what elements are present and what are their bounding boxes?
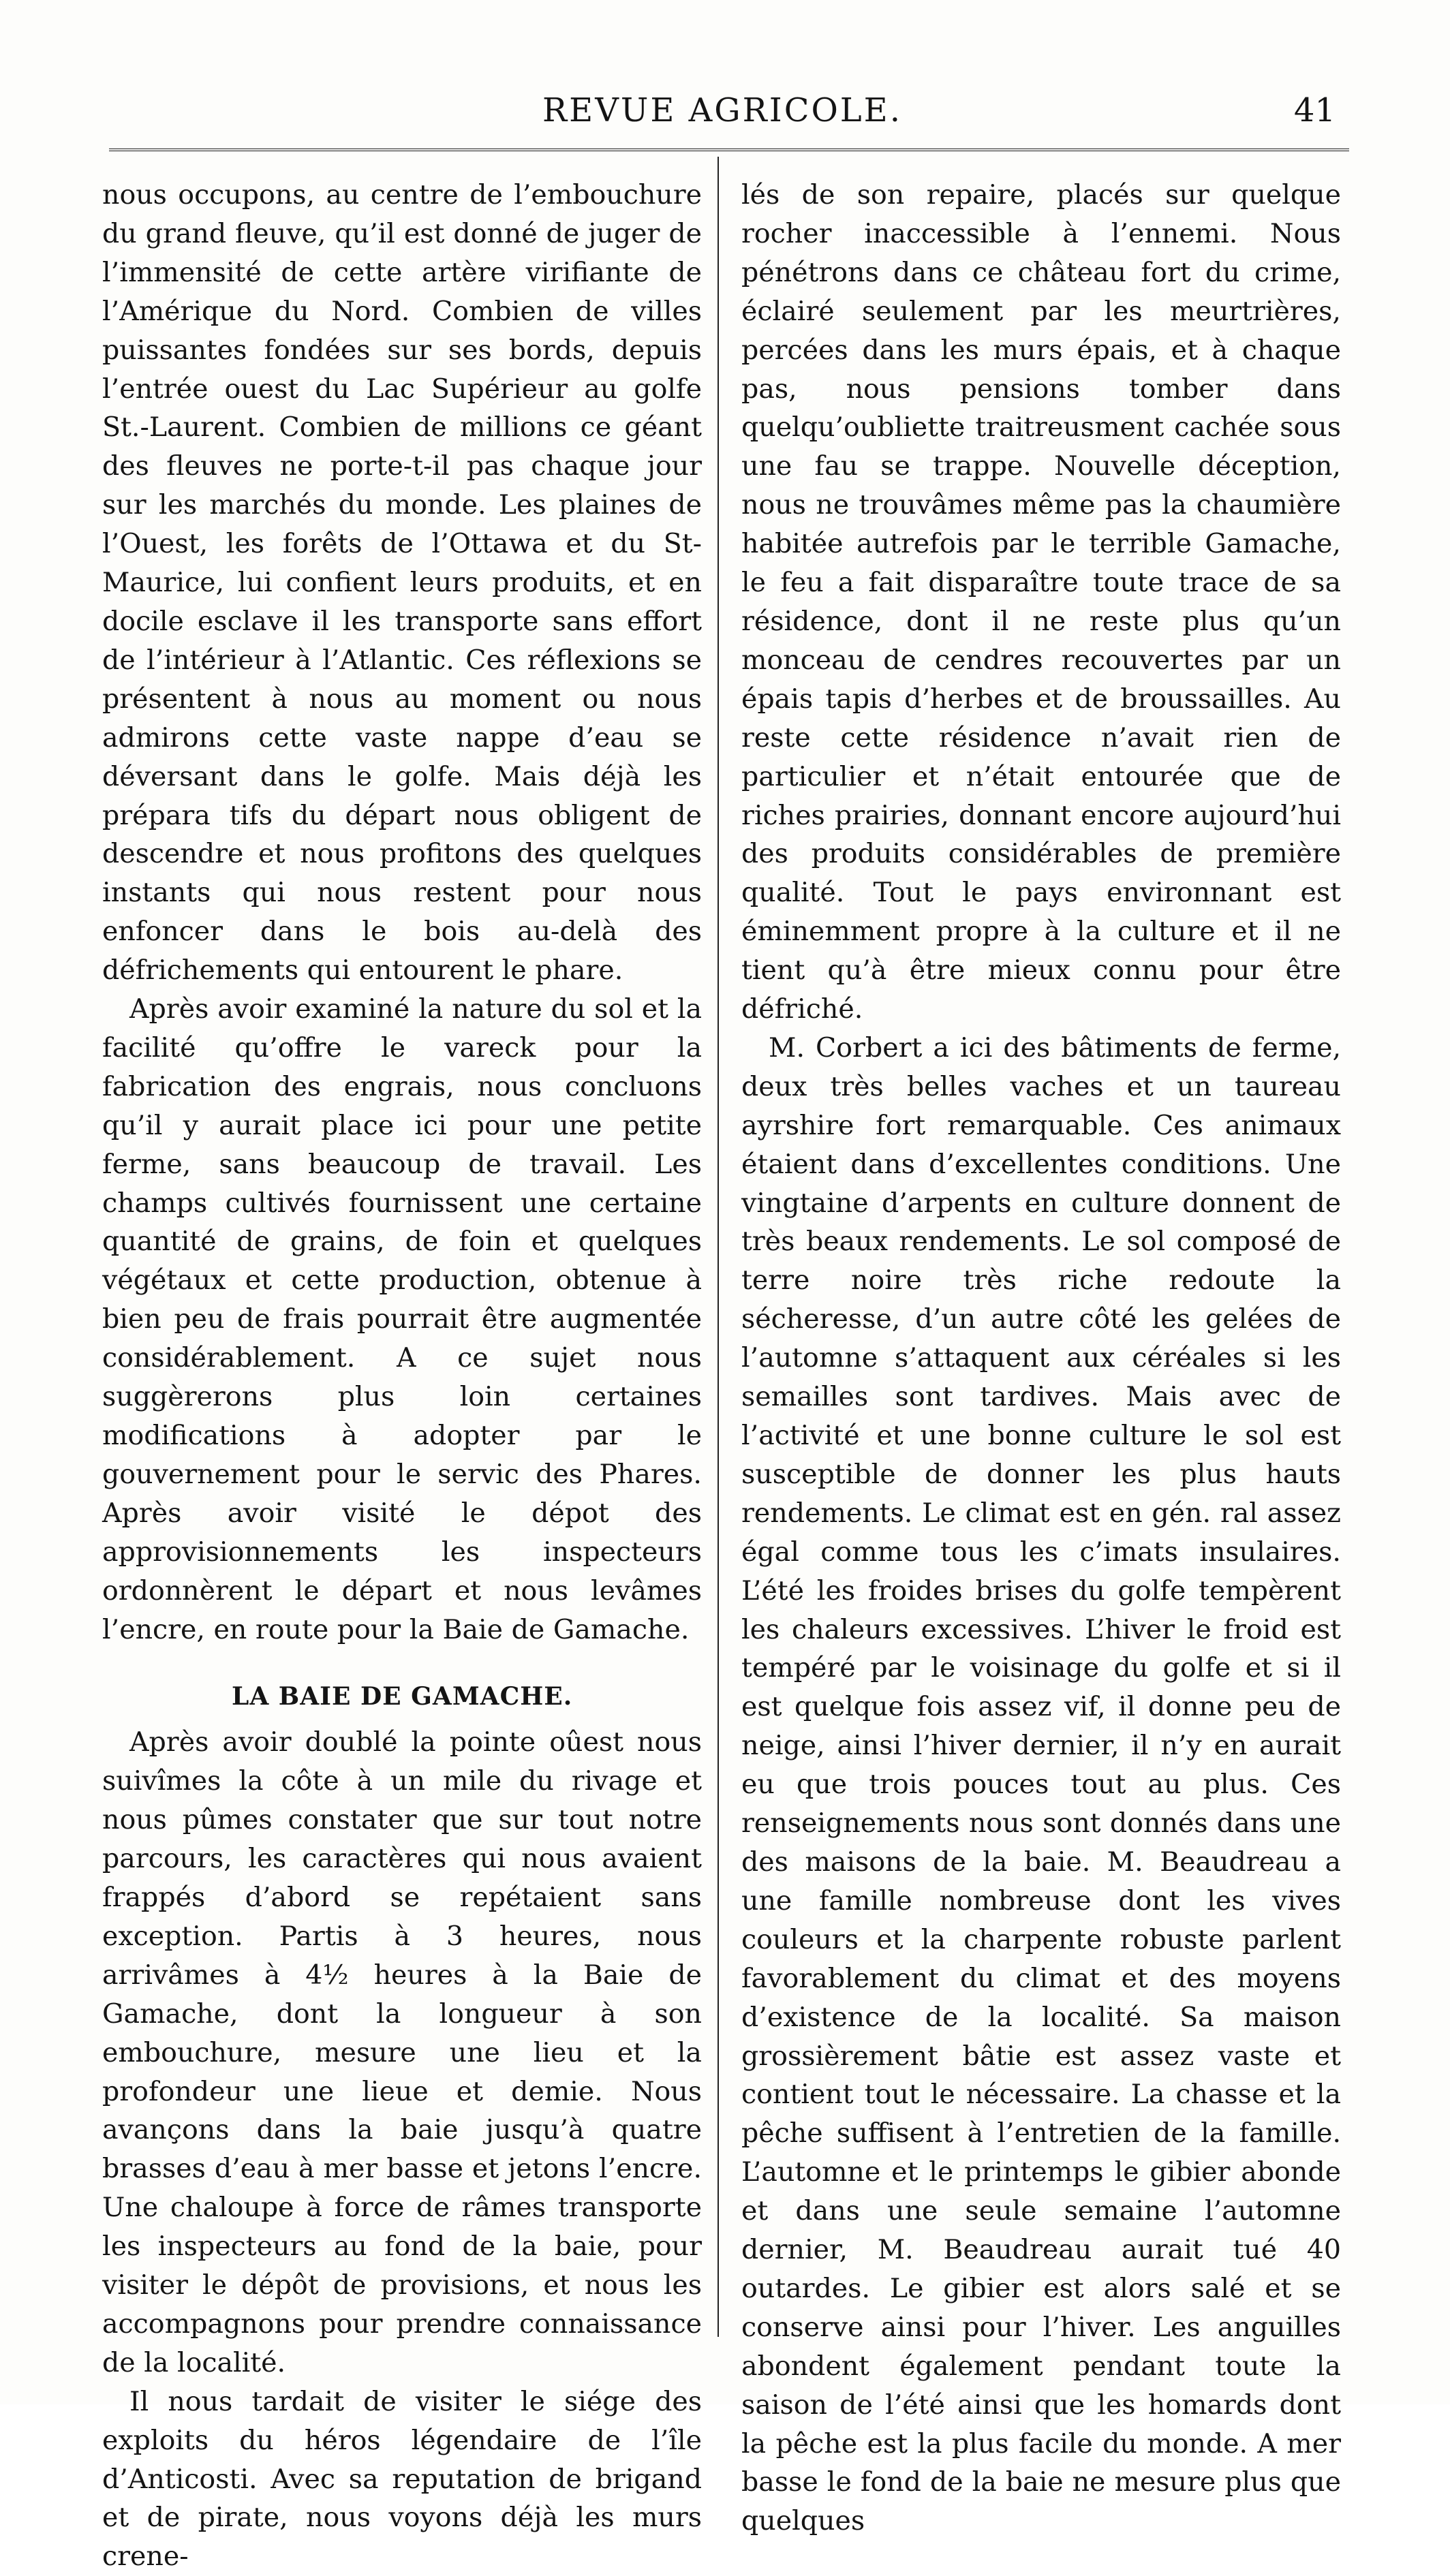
paragraph: lés de son repaire, placés sur quelque rocher inaccessible à l’ennemi. Nous pénétrons dans ce château fort du crime, éclairé seulement par les meurtrières, percées dans les murs épais, et à chaque pas, nous pensions tomber dans quelqu’oubliette traitreusment cachée sous une fau se trappe. Nouvelle déception, nous ne trouvâmes même pas la chaumière habitée autrefois par le terrible Gamache, le feu a fait disparaître toute trace de sa résidence, dont il ne reste plus qu’un monceau de cendres recouvertes par un épais tapis d’herbes et de broussailles. Au reste cette résidence n’avait rien de particulier et n’était entourée que de riches prairies, donnant encore aujourd’hui des produits considérables de première qualité. Tout le pays environnant est éminemment propre à la culture et il ne tient qu’à être mieux connu pour être défriché.: [741, 179, 1341, 1025]
running-title: REVUE AGRICOLE.: [542, 91, 902, 129]
paragraph: M. Corbert a ici des bâtiments de ferme, deux très belles vaches et un taureau ayrshire fort remarquable. Ces animaux étaient dans d’excellentes conditions. Une vingtaine d’arpents en culture donnent de très beaux rendements. Le sol composé de terre noire très riche redoute la sécheresse, d’un autre côté les gelées de l’automne s’attaquent aux céréales si les semailles sont tardives. Mais avec de l’activité et une bonne culture le sol est susceptible de donner les plus hauts rendements. Le climat est en gén. ral assez égal comme tous les c’imats insulaires. L’été les froides brises du golfe tempèrent les chaleurs excessives. L’hiver le froid est tempéré par le voisinage du golfe et si il est quelque fois assez vif, il donne peu de neige, ainsi l’hiver dernier, il n’y en aurait eu que trois pouces tout au plus. Ces renseignements nous sont donnés dans une des maisons de la baie. M. Beaudreau a une famille nombreuse dont les vives couleurs et la charpente robuste parlent favorablement du climat et des moyens d’existence de la localité. Sa maison grossièrement bâtie est assez vaste et contient tout le nécessaire. La chasse et la pêche suffisent à l’entretien de la famille. L’automne et le printemps le gibier abonde et dans une seule semaine l’automne dernier, M. Beaudreau aurait tué 40 outardes. Le gibier est alors salé et se conserve ainsi pour l’hiver. Les anguilles abondent également pendant toute la saison de l’été ainsi que les homards dont la pêche est la plus facile du monde. A mer basse le fond de la baie ne mesure plus que quelques: [741, 1031, 1341, 2537]
column-divider: [718, 157, 719, 2337]
paragraph: Il nous tardait de visiter le siége des exploits du héros légendaire de l’île d’Anticosti. Avec sa reputation de brigand et de pirate, nous voyons déjà les murs crene-: [102, 2385, 702, 2573]
paragraph: Après avoir doublé la pointe oûest nous suivîmes la côte à un mile du rivage et nous pûmes constater que sur tout notre parcours, les caractères qui nous avaient frappés d’abord se repétaient sans exception. Partis à 3 heures, nous arrivâmes à 4½ heures à la Baie de Gamache, dont la longueur à son embouchure, mesure une lieu et la profondeur une lieue et demie. Nous avançons dans la baie jusqu’à quatre brasses d’eau à mer basse et jetons l’encre. Une chaloupe à force de râmes transporte les inspecteurs au fond de la baie, pour visiter le dépôt de provisions, et nous les accompagnons pour prendre connaissance de la localité.: [102, 1726, 702, 2378]
section-heading: LA BAIE DE GAMACHE.: [232, 1682, 573, 1711]
paragraph: Après avoir examiné la nature du sol et la facilité qu’offre le vareck pour la fabrication des engrais, nous concluons qu’il y aurait place ici pour une petite ferme, sans beaucoup de travail. Les champs cultivés fournissent une certaine quantité de grains, de foin et quelques végétaux et cette production, obtenue à bien peu de frais pourrait être augmentée considérablement. A ce sujet nous suggèrerons plus loin certaines modifications à adopter par le gouvernement pour le servic des Phares. Après avoir visité le dépot des approvisionnements les inspecteurs ordonnèrent le départ et nous levâmes l’encre, en route pour la Baie de Gamache.: [102, 993, 702, 1645]
right-column: [741, 176, 1341, 2541]
page-number: 41: [1293, 91, 1336, 129]
header-rule: [109, 149, 1349, 151]
paragraph: nous occupons, au centre de l’embouchure du grand fleuve, qu’il est donné de juger de l’immensité de cette artère virifiante de l’Amérique du Nord. Combien de villes puissantes fondées sur ses bords, depuis l’entrée ouest du Lac Supérieur au golfe St.-Laurent. Combien de millions ce géant des fleuves ne porte-t-il pas chaque jour sur les marchés du monde. Les plaines de l’Ouest, les forêts de l’Ottawa et du St-Maurice, lui confient leurs produits, et en docile esclave il les transporte sans effort de l’intérieur à l’Atlantic. Ces réflexions se présentent à nous au moment ou nous admirons cette vaste nappe d’eau se déversant dans le golfe. Mais déjà les prépara tifs du départ nous obligent de descendre et nous profitons des quelques instants qui nous restent pour nous enfoncer dans le bois au-delà des défrichements qui entourent le phare.: [102, 179, 702, 987]
page-header: [109, 82, 1336, 136]
left-column: [102, 176, 702, 2576]
